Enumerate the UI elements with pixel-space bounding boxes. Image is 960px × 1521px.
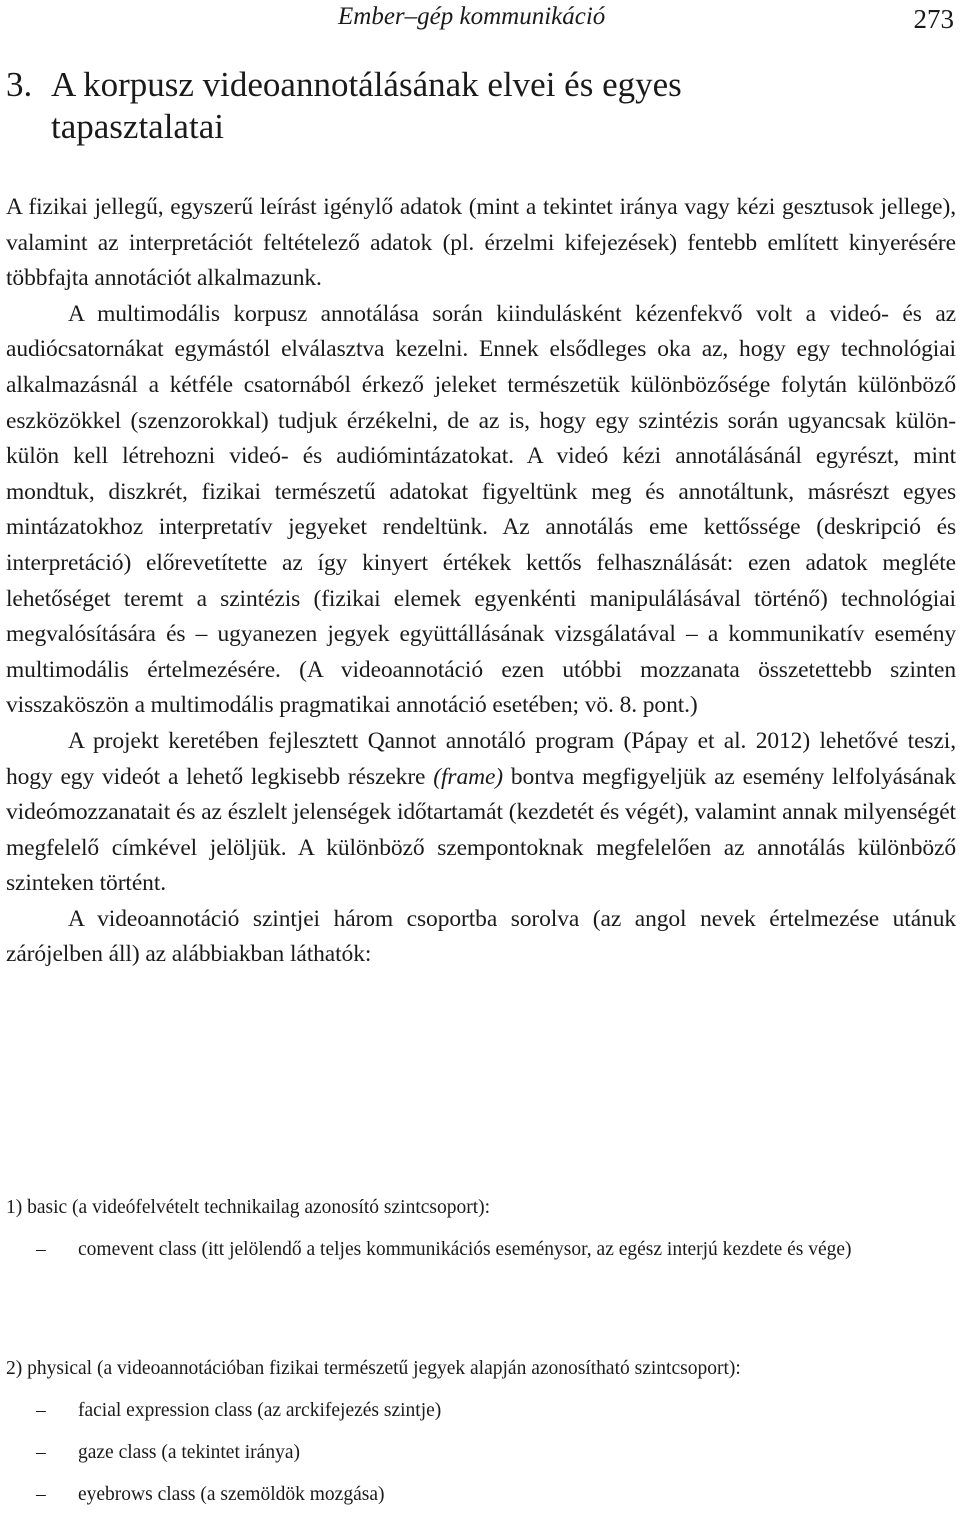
dash-bullet: – (36, 1400, 46, 1421)
list-physical-items (6, 1395, 956, 1511)
list-item (6, 1437, 956, 1469)
list-basic (6, 1192, 956, 1266)
list-item (6, 1234, 956, 1266)
page-header (0, 0, 960, 40)
list-heading-basic: 1) basic (a videófelvételt technikailag azonosító szintcsoport): (6, 1197, 491, 1218)
section-number: 3. (6, 65, 33, 104)
paragraph-2: A multimodális korpusz annotálása során kiindulásként kézenfekvő volt a videó- és az audiócsatornákat egymástól elválasztva kezelni. Ennek elsődleges oka az, hogy egy technológiai alkalmazásnál a kétféle csatornából érkező jeleket természetük különbözősége folytán különböző eszközökkel (szenzorokkal) tudjuk érzékelni, de az is, hogy egy szintézis során ugyancsak külön-külön kell létrehozni videó- és audiómintázatokat. A videó kézi annotálásánál egyrészt, mint mondtuk, diszkrét, fizikai természetű adatokat figyeltünk meg és annotáltunk, másrészt egyes mintázatokhoz interpretatív jegyeket rendeltünk. Az annotálás eme kettőssége (deskripció és interpretáció) előrevetítette az így kinyert értékek kettős felhasználását: ezen adatok megléte lehetőséget teremt a szintézis (fizikai elemek egyenkénti manipulálásával történő) technológiai megvalósítására és – ugyanezen jegyek együttállásának vizsgálatával – a kommunikatív esemény multimodális értelmezésére. (A videoannotáció ezen utóbbi mozzanata összetettebb szinten visszaköszön a multimodális pragmatikai annotáció esetében; vö. 8. pont.) (6, 300, 956, 719)
paragraph-1: A fizikai jellegű, egyszerű leírást igénylő adatok (mint a tekintet iránya vagy kézi gesztusok jellege), valamint az interpretációt feltételező adatok (pl. érzelmi kifejezések) fentebb említett kinyerésére többfajta annotációt alkalmazunk. (6, 194, 956, 292)
paragraph-3-text-end: bontva megfigyeljük az esemény lelfolyásának videómozzanatait és az észlelt jelenségek időtartamát (kezdetét és végét), valamint annak milyenségét megfelelő címkével jelöljük. A különböző szempontoknak megfelelően az annotálás különböző szinteken történt. (6, 763, 957, 897)
running-title: Ember–gép kommunikáció (338, 3, 606, 30)
paragraph-3-text: A projekt keretében fejlesztett Qannot annotáló program (Pápay et al. 2012) lehetővé teszi, hogy egy videót a lehető legkisebb részekre (6, 727, 956, 790)
dash-bullet: – (36, 1239, 46, 1260)
section-heading (6, 64, 906, 148)
dash-bullet: – (36, 1484, 46, 1505)
section-title-line2: tapasztalatai (51, 107, 224, 146)
list-item-text: comevent class (itt jelölendő a teljes kommunikációs eseménysor, az egész interjú kezdete és vége) (78, 1239, 852, 1260)
dash-bullet: – (36, 1442, 46, 1463)
list-heading-physical: 2) physical (a videoannotációban fizikai természetű jegyek alapján azonosítható szintcsoport): (6, 1358, 741, 1379)
page-number: 273 (913, 4, 954, 34)
paragraph-3 (6, 724, 956, 902)
list-basic-items (6, 1234, 956, 1266)
body-text (6, 190, 956, 973)
paragraph-4: A videoannotáció szintjei három csoportba sorolva (az angol nevek értelmezése utánuk zárójelben áll) az alábbiakban láthatók: (6, 905, 956, 968)
frame-term: (frame) (433, 763, 504, 790)
list-item-text: eyebrows class (a szemöldök mozgása) (78, 1484, 385, 1505)
section-title-line1: A korpusz videoannotálásának elvei és egyes (51, 65, 682, 104)
list-physical (6, 1353, 956, 1521)
list-item-text: gaze class (a tekintet iránya) (78, 1442, 300, 1463)
list-item (6, 1479, 956, 1511)
list-item (6, 1395, 956, 1427)
list-item-text: facial expression class (az arckifejezés szintje) (78, 1400, 442, 1421)
